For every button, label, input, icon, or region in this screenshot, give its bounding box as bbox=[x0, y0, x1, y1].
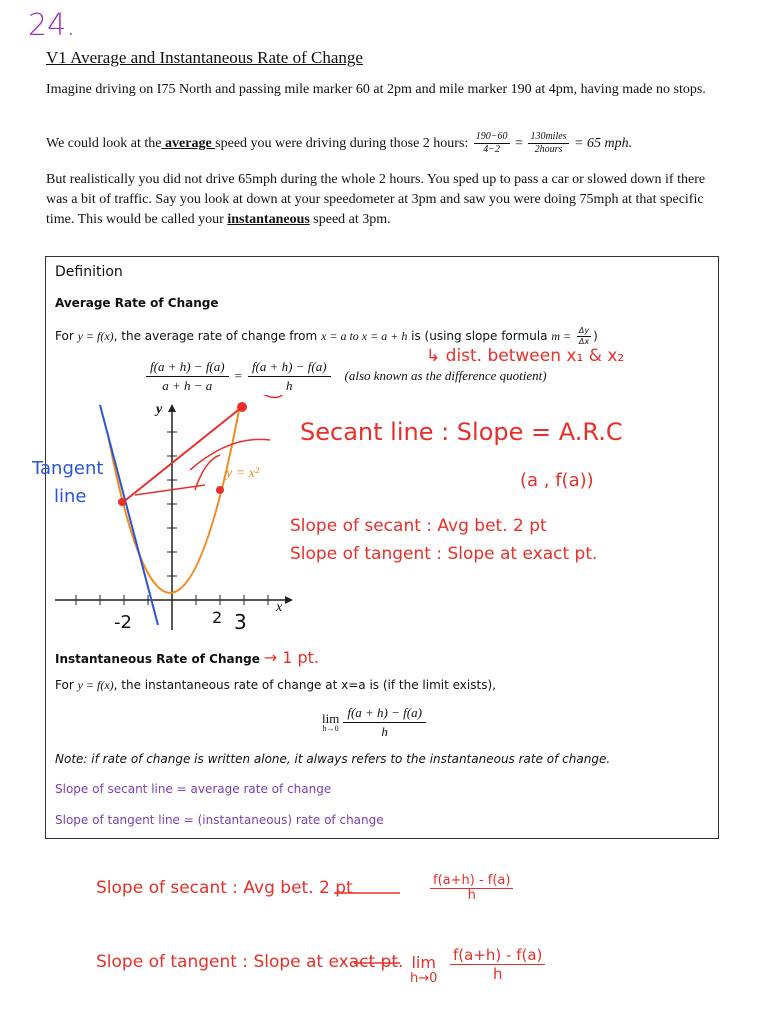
definition-heading: Definition bbox=[55, 264, 123, 280]
secant-definition: Slope of secant line = average rate of change bbox=[55, 782, 332, 796]
annotation-distance: ↳ dist. between x₁ & x₂ bbox=[426, 346, 625, 366]
hand-label-3: 3 bbox=[234, 610, 247, 634]
avg-line-after: speed you were driving during those 2 hours: bbox=[215, 136, 469, 151]
tangent-definition: Slope of tangent line = (instantaneous) rate of change bbox=[55, 813, 384, 827]
average-speed-line: We could look at the average speed you were driving during those 2 hours: $\frac{190-60}{4-2}$ = $\frac{\text{130miles}}{\text{2hours}}$ = 65 mph. bbox=[46, 131, 633, 156]
intro-paragraph: Imagine driving on I75 North and passing mile marker 60 at 2pm and mile marker 190 at 4pm, having made no stops. bbox=[46, 82, 706, 97]
para2-bold: instantaneous bbox=[227, 212, 310, 227]
bottom-secant-note: Slope of secant : Avg bet. 2 pt bbox=[96, 878, 353, 898]
annotation-one-pt: → 1 pt. bbox=[263, 648, 320, 667]
speed-fraction-1: $\frac{190-60}{4-2}$ bbox=[475, 131, 508, 156]
irc-definition-line: For y = f(x), the instantaneous rate of change at x=a is (if the limit exists), bbox=[55, 678, 496, 692]
parabola-graph bbox=[30, 395, 330, 635]
limit-definition: lim h→0 $\frac{f(a + h) - f(a)}{h}$ bbox=[322, 706, 426, 738]
speed-result: = 65 mph. bbox=[574, 136, 633, 151]
bottom-secant-dash bbox=[334, 890, 404, 896]
annotation-point: (a , f(a)) bbox=[520, 470, 594, 491]
annotation-slope-secant: Slope of secant : Avg bet. 2 pt bbox=[290, 516, 547, 536]
hand-label-2: 2 bbox=[212, 608, 223, 627]
bottom-tangent-dash bbox=[354, 960, 404, 966]
hand-label-neg2: -2 bbox=[114, 612, 132, 633]
annotation-tangent-line: line bbox=[54, 486, 87, 507]
bottom-secant-fraction: f(a+h) - f(a) h bbox=[430, 874, 513, 904]
y-axis-label: y bbox=[156, 402, 163, 417]
avg-line-before: We could look at the bbox=[46, 136, 162, 151]
instantaneous-paragraph bbox=[46, 170, 718, 230]
slope-fraction: $\frac{\Delta y}{\Delta x}$ bbox=[578, 326, 590, 346]
curve-label: y = x² bbox=[226, 466, 260, 481]
para2-after: speed at 3pm. bbox=[313, 212, 391, 227]
bottom-tangent-fraction: f(a+h) - f(a) h bbox=[450, 946, 545, 983]
annotation-secant-line: Secant line : Slope = A.R.C bbox=[300, 418, 623, 446]
definition-note: Note: if rate of change is written alone, it always refers to the instantaneous rate of change. bbox=[55, 752, 611, 766]
speed-fraction-2: $\frac{\text{130miles}}{\text{2hours}}$ bbox=[530, 131, 567, 156]
para2-text: But realistically you did not drive 65mph during the whole 2 hours. You sped up to pass a car or slowed down if there was a bit of traffic. Say you look at down at your speedometer at 3pm and saw you were doing 75mph at that specific time. This would be called your bbox=[46, 172, 706, 227]
annotation-slope-tangent: Slope of tangent : Slope at exact pt. bbox=[290, 544, 598, 564]
avg-line-bold: average bbox=[161, 136, 216, 151]
x-axis-label: x bbox=[276, 600, 283, 615]
arc-definition-line: For y = f(x), the average rate of change from x = a to x = a + h is (using slope formula m = $\frac{\Delta y}{\Delta x}$ ) bbox=[55, 326, 598, 346]
annotation-tangent: Tangent bbox=[32, 458, 104, 479]
irc-heading-row bbox=[55, 648, 319, 667]
page-number: 24. bbox=[28, 8, 76, 43]
bottom-tangent-note: Slope of tangent : Slope at exact pt. bbox=[96, 952, 404, 972]
irc-heading: Instantaneous Rate of Change bbox=[55, 652, 260, 666]
bottom-limit: lim h→0 bbox=[410, 953, 438, 986]
difference-quotient: $\frac{f(a + h) - f(a)}{a + h - a}$ = $\frac{f(a + h) - f(a)}{h}$ (also known as the difference quotient) bbox=[146, 360, 547, 392]
page-title: V1 Average and Instantaneous Rate of Change bbox=[46, 48, 363, 67]
arc-heading: Average Rate of Change bbox=[55, 296, 219, 310]
